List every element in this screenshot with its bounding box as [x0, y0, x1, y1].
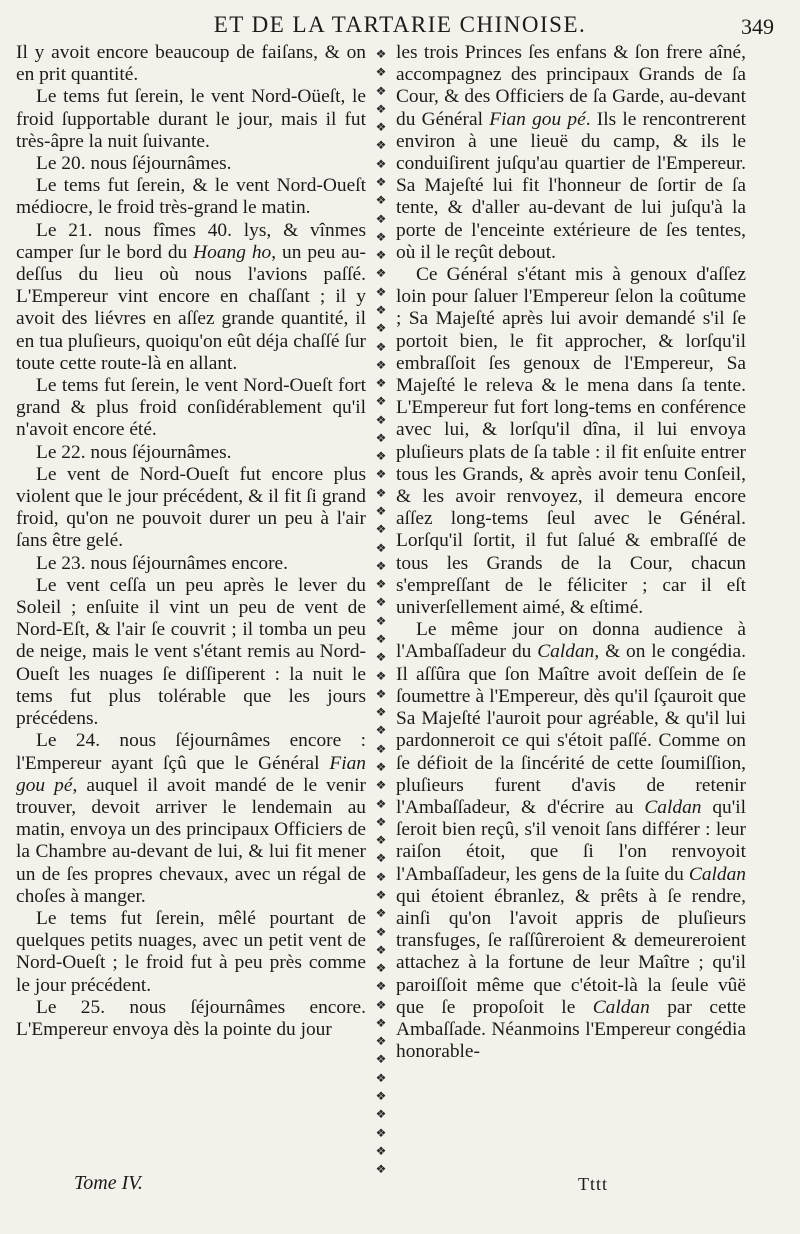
- text-run: Le tems fut ſerein, & le vent Nord-Oueſt médiocre, le froid très-grand le matin.: [16, 175, 366, 219]
- ornament-glyph: ❖: [375, 887, 387, 902]
- ornament-glyph: ❖: [375, 595, 387, 610]
- text-run: , & on le congédia. Il aſſûra que ſon Maître avoit deſſein de ſe ſoumettre à l'Empereur, dès qu'il ſçauroit que Sa Majeſté l'auroit pour agréable, & qu'il lui pardonneroit ce qui s'étoit paſſé. Comme on ſe défioit de la ſincérité de cette ſoumiſſion, pluſieurs furent d'avis de retenir l'Ambaſſadeur, & d'écrire au: [396, 641, 746, 818]
- right-column: [396, 42, 746, 1182]
- text-run: les trois Princes ſes enfans & ſon frere aîné, accompagnez des principaux Grands de ſa Cour, & des Officiers de ſa Garde, au-devant du Général: [396, 42, 746, 130]
- ornament-glyph: ❖: [375, 650, 387, 665]
- volume-label: Tome IV.: [74, 1172, 143, 1194]
- italic-name: Caldan: [592, 996, 650, 1018]
- ornament-glyph: ❖: [375, 120, 387, 135]
- running-title: ET DE LA TARTARIE CHINOISE.: [213, 12, 587, 37]
- ornament-glyph: ❖: [375, 723, 387, 738]
- ornament-glyph: ❖: [375, 229, 387, 244]
- ornament-glyph: ❖: [375, 412, 387, 427]
- ornament-glyph: ❖: [375, 759, 387, 774]
- left-column: [16, 42, 366, 1182]
- ornament-glyph: ❖: [375, 1015, 387, 1030]
- text-run: . Ils le rencontrerent environ à une lieuë du camp, & ils le conduiſirent juſqu'au quartier de l'Empereur. Sa Majeſté lui fit l'honneur de ſortir de ſa tente, & d'aller au-devant de lui juſqu'à la porte de l'enceinte extérieure de ſes tentes, où il le reçût debout.: [396, 108, 746, 263]
- text-run: , auquel il avoit mandé de le venir trouver, devoit arriver le lendemain au matin, envoya un des principaux Officiers de la Chambre au-devant de lui, & lui fit mener un de ſes propres chevaux, avec un régal de choſes à manger.: [16, 774, 366, 907]
- italic-name: Fian gou pé: [16, 752, 366, 796]
- italic-name: Fian gou pé: [489, 108, 586, 130]
- running-head: [0, 4, 800, 44]
- ornament-glyph: ❖: [375, 101, 387, 116]
- paragraph: [16, 464, 366, 553]
- ornament-glyph: ❖: [375, 430, 387, 445]
- ornament-glyph: ❖: [375, 833, 387, 848]
- ornament-glyph: ❖: [375, 705, 387, 720]
- paragraph: [16, 442, 366, 464]
- ornament-glyph: ❖: [375, 467, 387, 482]
- paragraph: [16, 575, 366, 730]
- paragraph: [396, 264, 746, 619]
- ornament-glyph: ❖: [375, 686, 387, 701]
- paragraph: [16, 997, 366, 1041]
- ornament-glyph: ❖: [375, 961, 387, 976]
- ornament-glyph: ❖: [375, 449, 387, 464]
- text-run: Le tems fut ſerein, le vent Nord-Oüeſt, le froid ſupportable durant le jour, mais il fut très-âpre la nuit ſuivante.: [16, 86, 366, 152]
- ornament-glyph: ❖: [375, 284, 387, 299]
- text-run: Le 20. nous ſéjournâmes.: [36, 153, 232, 175]
- ornamental-column-divider: [366, 42, 396, 1182]
- ornament-glyph: ❖: [375, 266, 387, 281]
- ornament-glyph: ❖: [375, 211, 387, 226]
- ornament-glyph: ❖: [375, 796, 387, 811]
- paragraph: [16, 730, 366, 908]
- paragraph: [16, 175, 366, 219]
- ornament-glyph: ❖: [375, 302, 387, 317]
- ornament-glyph: ❖: [375, 47, 387, 61]
- text-run: Le 23. nous ſéjournâmes encore.: [36, 552, 288, 574]
- italic-name: Caldan: [644, 796, 702, 818]
- ornament-glyph: ❖: [375, 522, 387, 537]
- paragraph: [16, 220, 366, 375]
- ornament-glyph: ❖: [375, 504, 387, 519]
- text-run: Le vent ceſſa un peu après le lever du Soleil ; enſuite il vint un peu de vent de Nord-Eſt, & l'air ſe couvrit ; il tomba un peu de neige, mais le vent s'étant remis au Nord-Oueſt les nuages ſe diſſiperent : la nuit le tems fut plus tolérable que les jours précédens.: [16, 574, 366, 730]
- text-run: Le même jour on donna audience à l'Ambaſſadeur du: [396, 619, 746, 663]
- paragraph: [16, 908, 366, 997]
- ornament-glyph: ❖: [375, 814, 387, 829]
- ornament-glyph: ❖: [375, 485, 387, 500]
- ornament-glyph: ❖: [375, 248, 387, 263]
- ornament-glyph: ❖: [375, 979, 387, 994]
- paragraph: [16, 42, 366, 86]
- page-number: 349: [741, 14, 774, 39]
- text-run: qu'il ſeroit bien reçû, s'il venoit ſans différer : leur raiſon étoit, que ſi l'on renvoyoit l'Ambaſſadeur, les gens de la ſuite du: [396, 796, 746, 885]
- ornament-glyph: ❖: [375, 394, 387, 409]
- ornament-glyph: ❖: [375, 321, 387, 336]
- ornament-glyph: ❖: [375, 357, 387, 372]
- paragraph: [16, 153, 366, 175]
- ornament-glyph: ❖: [375, 174, 387, 189]
- text-run: Le vent de Nord-Oueſt fut encore plus violent que le jour précédent, & il fit ſi grand froid, qu'on ne pouvoit durer un peu à l'air ſans être gelé.: [16, 463, 366, 552]
- ornament-glyph: ❖: [375, 869, 387, 884]
- ornament-glyph: ❖: [375, 1107, 387, 1122]
- ornament-glyph: ❖: [375, 577, 387, 592]
- ornament-glyph: ❖: [375, 1070, 387, 1085]
- ornament-glyph: ❖: [375, 83, 387, 98]
- paragraph: [16, 553, 366, 575]
- text-run: par cette Ambaſſade. Néanmoins l'Empereur congédia honorable-: [396, 996, 746, 1063]
- ornament-glyph: ❖: [375, 632, 387, 646]
- ornament-glyph: ❖: [375, 193, 387, 208]
- ornament-glyph: ❖: [375, 924, 387, 939]
- text-run: qui étoient ébranlez, & prêts à ſe rendre, ainſi qu'on l'avoit appris de pluſieurs transfuges, ſe raſſûreroient & demeureroient attachez à la fortune de leur Maître ; qu'il paroiſſoit même que c'étoit-là la ſeule vûë que ſe propoſoit le: [396, 885, 746, 1018]
- ornament-glyph: ❖: [375, 138, 387, 153]
- ornament-glyph: ❖: [375, 558, 387, 573]
- italic-name: Caldan: [537, 641, 595, 663]
- paragraph: [396, 619, 746, 1063]
- ornament-glyph: ❖: [375, 1034, 387, 1049]
- ornament-glyph: ❖: [375, 1125, 387, 1140]
- text-run: Il y avoit encore beaucoup de faiſans, & on en prit quantité.: [16, 42, 366, 86]
- italic-name: Caldan: [688, 863, 746, 885]
- text-run: Le 25. nous ſéjournâmes encore. L'Empereur envoya dès la pointe du jour: [16, 996, 366, 1040]
- ornament-glyph: ❖: [375, 1089, 387, 1104]
- ornament-glyph: ❖: [375, 668, 387, 683]
- ornament-glyph: ❖: [375, 1052, 387, 1067]
- ornament-glyph: ❖: [375, 741, 387, 756]
- ornament-glyph: ❖: [375, 851, 387, 866]
- ornament-glyph: ❖: [375, 778, 387, 793]
- text-run: Le 21. nous fîmes 40. lys, & vînmes camper ſur le bord du: [16, 219, 366, 263]
- ornament-glyph: ❖: [375, 906, 387, 921]
- ornament-glyph: ❖: [375, 65, 387, 80]
- text-run: , un peu au-deſſus du lieu où nous l'avions paſſé. L'Empereur vint encore en chaſſant ; il y avoit des liévres en aſſez grande quantité, il en tua pluſieurs, quoiqu'on eût déja chaſſé ſur toute cette route-là en allant.: [16, 241, 366, 374]
- paragraph: [396, 42, 746, 264]
- signature-mark: Tttt: [578, 1174, 608, 1194]
- ornament-glyph: ❖: [375, 376, 387, 391]
- paragraph: [16, 375, 366, 442]
- ornament-glyph: ❖: [375, 997, 387, 1012]
- text-run: Le tems fut ſerein, le vent Nord-Oueſt fort grand & plus froid conſidérablement qu'il n'avoit encore été.: [16, 375, 366, 441]
- ornament-glyph: ❖: [375, 1162, 387, 1177]
- ornament-glyph: ❖: [375, 339, 387, 354]
- ornament-glyph: ❖: [375, 942, 387, 957]
- page-footer: [0, 1172, 800, 1202]
- italic-name: Hoang ho: [193, 241, 272, 263]
- text-run: Le 24. nous ſéjournâmes encore : l'Empereur ayant ſçû que le Général: [16, 730, 366, 774]
- ornament-glyph: ❖: [375, 1143, 387, 1158]
- text-columns: [16, 42, 780, 1182]
- text-run: Ce Général s'étant mis à genoux d'aſſez loin pour ſaluer l'Empereur ſelon la coûtume ; Sa Majeſté après lui avoir demandé s'il ſe portoit bien, le fit approcher, & lorſqu'il embraſſoit ſes genoux de l'Empereur, Sa Majeſté le releva & le mena dans ſa tente. L'Empereur fut fort long-tems en conférence avec lui, & lorſqu'il dîna, il lui envoya pluſieurs plats de ſa table : il fit enſuite entrer tous les Grands, & après avoir tenu Conſeil, & les avoir renvoyez, il demeura encore aſſez long-tems ſeul avec le Général. Lorſqu'il ſortit, il fut ſalué & embraſſé de tous les Grands de la Cour, chacun s'empreſſant de le féliciter ; car il eſt univerſellement aimé, & eſtimé.: [396, 264, 746, 619]
- paragraph: [16, 86, 366, 153]
- ornament-glyph: ❖: [375, 613, 387, 628]
- text-run: Le tems fut ſerein, mêlé pourtant de quelques petits nuages, avec un petit vent de Nord-Oueſt ; le froid fut à peu près comme le jour précédent.: [16, 907, 366, 996]
- text-run: Le 22. nous ſéjournâmes.: [36, 441, 232, 463]
- ornament-glyph: ❖: [375, 540, 387, 555]
- ornament-glyph: ❖: [375, 156, 387, 171]
